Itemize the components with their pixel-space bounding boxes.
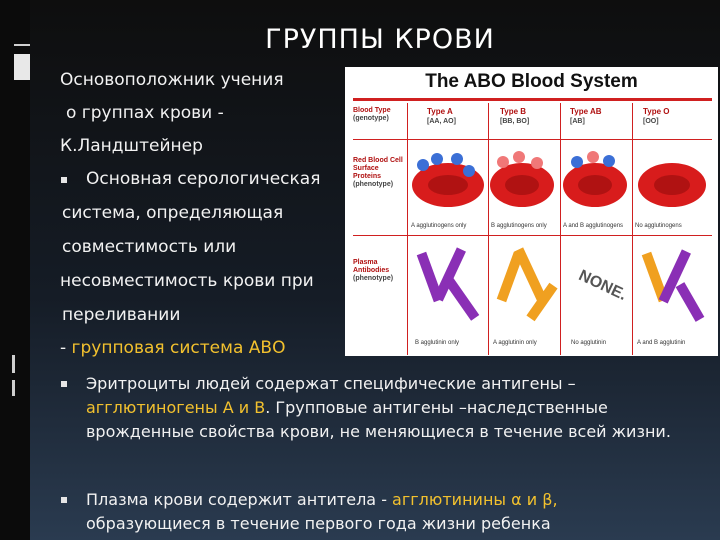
- red-blood-cell-center: [428, 175, 468, 195]
- plasma-caption: B agglutinin only: [415, 340, 460, 346]
- abo-blood-system-figure: [345, 67, 718, 356]
- para-text: Плазма крови содержит антитела -: [86, 490, 393, 509]
- decorative-bar: [14, 54, 30, 80]
- antigen-b-icon: [531, 157, 543, 169]
- row-label-rbc: Red Blood Cell Surface Proteins (phenotype): [353, 157, 403, 188]
- antibody-orange-icon: [497, 247, 558, 321]
- red-blood-cell-center: [505, 175, 539, 195]
- decorative-line: [12, 355, 15, 373]
- type-o-header: Type O [OO]: [643, 107, 670, 125]
- decorative-line: [12, 380, 15, 396]
- plasma-caption: No agglutinin: [571, 340, 607, 346]
- bullet-icon: [61, 381, 67, 387]
- type-b-header: Type B [BB, BO]: [500, 107, 530, 125]
- slide-title: ГРУППЫ КРОВИ: [265, 24, 495, 55]
- abo-prefix: -: [60, 338, 72, 358]
- rbc-caption: B agglutinogens only: [491, 223, 547, 229]
- text-line: система, определяющая: [62, 203, 284, 223]
- text-line: Основная серологическая: [86, 169, 321, 189]
- type-a-header: Type A [AA, AO]: [427, 107, 456, 125]
- para-highlight: агглютинины α и β,: [392, 490, 558, 509]
- antibody-mixed-icon: [642, 249, 705, 321]
- text-line: несовместимость крови при: [60, 271, 314, 291]
- para-text: . Групповые антигены –наследственные врожденные свойства крови, не меняющиеся в течение всей жизни.: [86, 398, 671, 441]
- text-line: переливании: [62, 305, 181, 325]
- red-blood-cell-center: [654, 175, 690, 195]
- bullet-icon: [61, 497, 67, 503]
- antigen-b-icon: [497, 156, 509, 168]
- bullet-icon: [61, 177, 67, 183]
- antigen-a-icon: [451, 153, 463, 165]
- text-line: К.Ландштейнер: [60, 136, 203, 156]
- para-text: Эритроциты людей содержат специфические антигены –: [86, 374, 576, 393]
- text-line: Основоположник учения: [60, 70, 284, 90]
- paragraph-erythrocytes: [86, 372, 716, 444]
- rbc-caption: No agglutinogens: [635, 223, 682, 229]
- paragraph-plasma: [86, 488, 716, 536]
- figure-illustration: [345, 67, 718, 356]
- antigen-a-icon: [571, 156, 583, 168]
- row-label-plasma: Plasma Antibodies (phenotype): [353, 259, 394, 282]
- row-label-blood-type: Blood Type (genotype): [353, 107, 391, 122]
- para-highlight: агглютиногены А и В: [86, 398, 266, 417]
- figure-title: The ABO Blood System: [425, 71, 638, 92]
- antibody-purple-icon: [417, 247, 480, 320]
- antigen-b-icon: [513, 151, 525, 163]
- antigen-a-icon: [431, 153, 443, 165]
- none-label: NONE.: [575, 267, 630, 304]
- antigen-a-icon: [603, 155, 615, 167]
- para-text: образующиеся в течение первого года жизни ребенка: [86, 514, 551, 533]
- abo-line: [60, 338, 285, 358]
- antigen-b-icon: [587, 151, 599, 163]
- rbc-caption: A and B agglutinogens: [563, 223, 624, 229]
- plasma-caption: A agglutinin only: [493, 340, 537, 346]
- text-line: о группах крови -: [66, 103, 224, 123]
- plasma-caption: A and B agglutinin: [637, 340, 686, 346]
- antigen-a-icon: [417, 159, 429, 171]
- text-line: совместимость или: [62, 237, 237, 257]
- antigen-a-icon: [463, 165, 475, 177]
- rbc-caption: A agglutinogens only: [411, 223, 467, 229]
- type-ab-header: Type AB [AB]: [570, 107, 602, 125]
- red-blood-cell-center: [578, 175, 612, 195]
- abo-highlight: групповая система АВО: [71, 338, 286, 358]
